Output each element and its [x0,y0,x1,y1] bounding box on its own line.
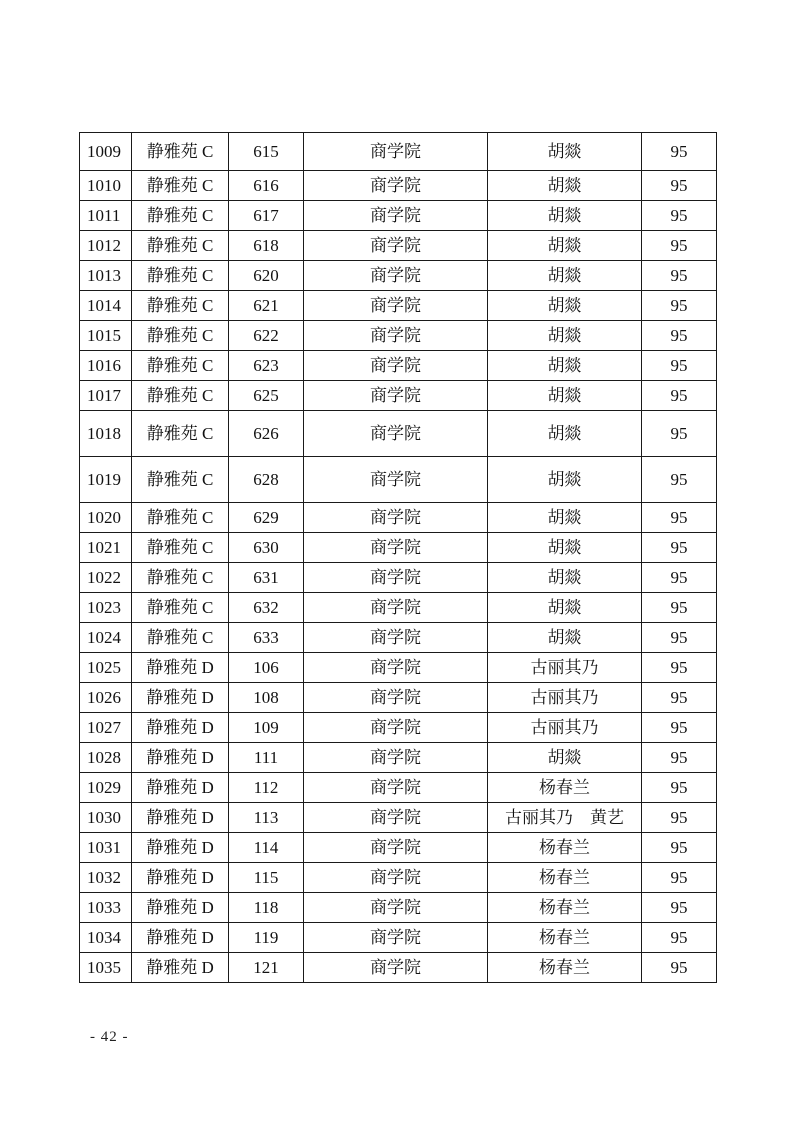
inspector-cell: 胡燚 [488,743,642,773]
row-number-cell: 1023 [80,593,132,623]
room-cell: 620 [229,261,304,291]
college-cell: 商学院 [304,773,488,803]
room-cell: 621 [229,291,304,321]
score-cell: 95 [642,533,717,563]
college-cell: 商学院 [304,803,488,833]
row-number-cell: 1027 [80,713,132,743]
table-row [80,201,717,231]
row-number-cell: 1018 [80,411,132,457]
building-cell: 静雅苑 C [132,171,229,201]
room-cell: 114 [229,833,304,863]
room-cell: 106 [229,653,304,683]
college-cell: 商学院 [304,503,488,533]
inspector-cell: 胡燚 [488,411,642,457]
row-number-cell: 1010 [80,171,132,201]
score-cell: 95 [642,593,717,623]
building-cell: 静雅苑 D [132,833,229,863]
inspector-cell: 胡燚 [488,623,642,653]
table-row [80,713,717,743]
score-cell: 95 [642,231,717,261]
inspector-cell: 胡燚 [488,261,642,291]
row-number-cell: 1014 [80,291,132,321]
row-number-cell: 1033 [80,893,132,923]
row-number-cell: 1025 [80,653,132,683]
building-cell: 静雅苑 C [132,533,229,563]
page-number: - 42 - [90,1029,129,1045]
building-cell: 静雅苑 C [132,201,229,231]
table-row [80,833,717,863]
score-cell: 95 [642,291,717,321]
table-row [80,773,717,803]
table-row [80,503,717,533]
row-number-cell: 1028 [80,743,132,773]
building-cell: 静雅苑 C [132,457,229,503]
table-row [80,133,717,171]
row-number-cell: 1012 [80,231,132,261]
building-cell: 静雅苑 D [132,863,229,893]
room-cell: 628 [229,457,304,503]
row-number-cell: 1022 [80,563,132,593]
row-number-cell: 1021 [80,533,132,563]
room-cell: 631 [229,563,304,593]
room-cell: 629 [229,503,304,533]
room-cell: 112 [229,773,304,803]
score-cell: 95 [642,321,717,351]
inspector-cell: 杨春兰 [488,893,642,923]
room-cell: 118 [229,893,304,923]
table-row [80,291,717,321]
room-cell: 626 [229,411,304,457]
table-row [80,653,717,683]
score-cell: 95 [642,893,717,923]
table-row [80,171,717,201]
score-cell: 95 [642,171,717,201]
building-cell: 静雅苑 C [132,563,229,593]
inspector-cell: 古丽其乃 [488,683,642,713]
room-cell: 630 [229,533,304,563]
college-cell: 商学院 [304,291,488,321]
row-number-cell: 1035 [80,953,132,983]
table-row [80,261,717,291]
college-cell: 商学院 [304,351,488,381]
building-cell: 静雅苑 C [132,133,229,171]
table-row [80,231,717,261]
room-cell: 115 [229,863,304,893]
table-row [80,411,717,457]
row-number-cell: 1024 [80,623,132,653]
college-cell: 商学院 [304,411,488,457]
inspector-cell: 胡燚 [488,563,642,593]
college-cell: 商学院 [304,623,488,653]
room-cell: 615 [229,133,304,171]
college-cell: 商学院 [304,133,488,171]
score-cell: 95 [642,201,717,231]
room-cell: 108 [229,683,304,713]
college-cell: 商学院 [304,457,488,503]
score-cell: 95 [642,133,717,171]
score-cell: 95 [642,457,717,503]
college-cell: 商学院 [304,713,488,743]
row-number-cell: 1020 [80,503,132,533]
college-cell: 商学院 [304,893,488,923]
inspector-cell: 杨春兰 [488,953,642,983]
table-row [80,743,717,773]
inspector-cell: 胡燚 [488,533,642,563]
row-number-cell: 1017 [80,381,132,411]
score-cell: 95 [642,833,717,863]
table-row [80,381,717,411]
college-cell: 商学院 [304,653,488,683]
inspector-cell: 胡燚 [488,133,642,171]
room-cell: 633 [229,623,304,653]
inspector-cell: 杨春兰 [488,773,642,803]
score-cell: 95 [642,563,717,593]
inspector-cell: 胡燚 [488,503,642,533]
building-cell: 静雅苑 C [132,623,229,653]
table-row [80,593,717,623]
score-cell: 95 [642,743,717,773]
building-cell: 静雅苑 D [132,953,229,983]
score-cell: 95 [642,713,717,743]
inspector-cell: 古丽其乃 [488,713,642,743]
building-cell: 静雅苑 D [132,923,229,953]
room-cell: 119 [229,923,304,953]
room-cell: 109 [229,713,304,743]
building-cell: 静雅苑 D [132,773,229,803]
table-row [80,351,717,381]
table-row [80,803,717,833]
college-cell: 商学院 [304,231,488,261]
inspector-cell: 胡燚 [488,201,642,231]
building-cell: 静雅苑 C [132,321,229,351]
room-cell: 111 [229,743,304,773]
building-cell: 静雅苑 C [132,381,229,411]
college-cell: 商学院 [304,923,488,953]
table-body [80,133,717,983]
score-cell: 95 [642,803,717,833]
row-number-cell: 1029 [80,773,132,803]
college-cell: 商学院 [304,261,488,291]
college-cell: 商学院 [304,321,488,351]
building-cell: 静雅苑 D [132,803,229,833]
inspector-cell: 杨春兰 [488,863,642,893]
building-cell: 静雅苑 D [132,683,229,713]
table-row [80,623,717,653]
building-cell: 静雅苑 C [132,261,229,291]
room-cell: 616 [229,171,304,201]
table-row [80,863,717,893]
score-cell: 95 [642,863,717,893]
room-cell: 618 [229,231,304,261]
room-cell: 632 [229,593,304,623]
college-cell: 商学院 [304,563,488,593]
inspector-cell: 胡燚 [488,593,642,623]
table-row [80,893,717,923]
table-row [80,923,717,953]
building-cell: 静雅苑 C [132,411,229,457]
score-cell: 95 [642,411,717,457]
table-row [80,563,717,593]
inspector-cell: 胡燚 [488,291,642,321]
college-cell: 商学院 [304,381,488,411]
score-cell: 95 [642,623,717,653]
inspector-cell: 胡燚 [488,171,642,201]
building-cell: 静雅苑 D [132,653,229,683]
row-number-cell: 1026 [80,683,132,713]
building-cell: 静雅苑 C [132,291,229,321]
score-cell: 95 [642,503,717,533]
room-cell: 623 [229,351,304,381]
table-row [80,533,717,563]
inspector-cell: 杨春兰 [488,923,642,953]
building-cell: 静雅苑 D [132,743,229,773]
row-number-cell: 1034 [80,923,132,953]
building-cell: 静雅苑 C [132,351,229,381]
row-number-cell: 1015 [80,321,132,351]
row-number-cell: 1013 [80,261,132,291]
row-number-cell: 1009 [80,133,132,171]
building-cell: 静雅苑 C [132,231,229,261]
row-number-cell: 1011 [80,201,132,231]
score-cell: 95 [642,261,717,291]
inspector-cell: 古丽其乃 黄艺 [488,803,642,833]
building-cell: 静雅苑 C [132,503,229,533]
table-row [80,953,717,983]
room-cell: 113 [229,803,304,833]
inspector-cell: 胡燚 [488,381,642,411]
college-cell: 商学院 [304,593,488,623]
score-cell: 95 [642,773,717,803]
room-cell: 622 [229,321,304,351]
score-cell: 95 [642,653,717,683]
college-cell: 商学院 [304,743,488,773]
college-cell: 商学院 [304,833,488,863]
table-row [80,321,717,351]
inspector-cell: 古丽其乃 [488,653,642,683]
college-cell: 商学院 [304,863,488,893]
score-cell: 95 [642,351,717,381]
building-cell: 静雅苑 C [132,593,229,623]
college-cell: 商学院 [304,171,488,201]
inspector-cell: 胡燚 [488,231,642,261]
building-cell: 静雅苑 D [132,713,229,743]
row-number-cell: 1019 [80,457,132,503]
college-cell: 商学院 [304,953,488,983]
score-cell: 95 [642,923,717,953]
score-cell: 95 [642,953,717,983]
room-cell: 625 [229,381,304,411]
table-row [80,683,717,713]
college-cell: 商学院 [304,533,488,563]
score-cell: 95 [642,381,717,411]
row-number-cell: 1031 [80,833,132,863]
inspector-cell: 胡燚 [488,321,642,351]
building-cell: 静雅苑 D [132,893,229,923]
row-number-cell: 1032 [80,863,132,893]
dormitory-score-table [79,132,717,983]
college-cell: 商学院 [304,683,488,713]
room-cell: 121 [229,953,304,983]
inspector-cell: 胡燚 [488,351,642,381]
row-number-cell: 1016 [80,351,132,381]
inspector-cell: 胡燚 [488,457,642,503]
college-cell: 商学院 [304,201,488,231]
room-cell: 617 [229,201,304,231]
score-cell: 95 [642,683,717,713]
row-number-cell: 1030 [80,803,132,833]
inspector-cell: 杨春兰 [488,833,642,863]
table-row [80,457,717,503]
